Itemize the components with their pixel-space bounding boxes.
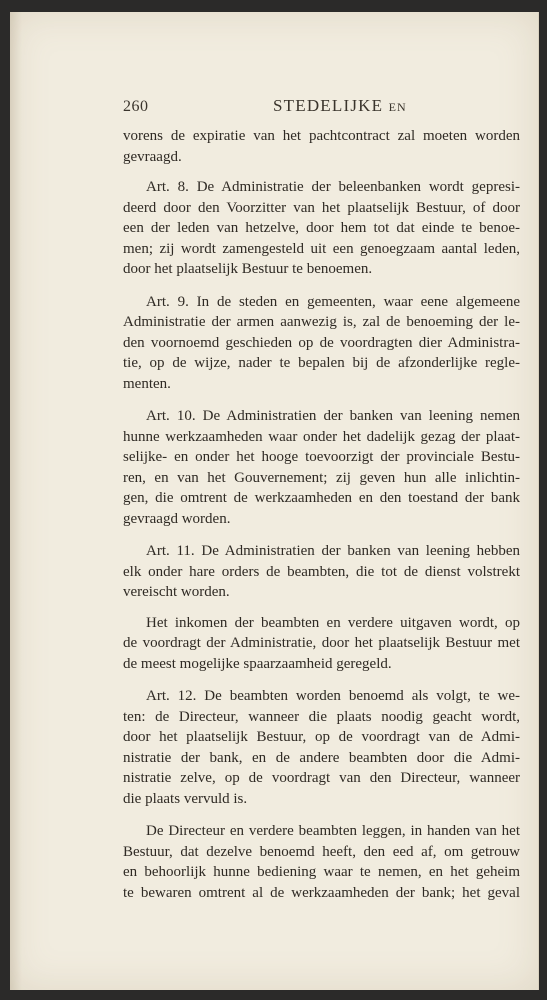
- text-line: den voornoemd geschieden op de voordragten dier Administra-: [123, 334, 520, 351]
- paragraph-continuation: [123, 126, 520, 167]
- text-line: nistratie zelve, op de voordragt van den Directeur, wanneer: [123, 770, 520, 786]
- article-11: [123, 541, 520, 603]
- text-line: Art. 11. De Administratien der banken van leening hebben: [146, 543, 520, 559]
- article-11-continued: [123, 613, 520, 675]
- text-line: te bewaren omtrent al de werkzaamheden der bank; het geval: [123, 884, 520, 901]
- text-line: De Directeur en verdere beambten leggen, in handen van het: [146, 823, 520, 839]
- text-line: tie, op de wijze, nader te bepalen bij de afzonderlijke regle-: [123, 355, 520, 371]
- text-line: door het plaatselijk Bestuur, op de voordragt van de Admi-: [123, 729, 520, 745]
- text-line: Bestuur, dat dezelve benoemd heeft, den eed af, om getrouw: [123, 843, 520, 860]
- text-line: men; zij wordt zamengesteld uit een genoegzaam aantal leden,: [123, 240, 520, 257]
- text-line: deerd door den Voorzitter van het plaatselijk Bestuur, of door: [123, 199, 520, 216]
- text-line: en behoorlijk hunne bediening waar te nemen, en het geheim: [123, 864, 520, 880]
- text-line: menten.: [123, 375, 171, 392]
- text-line: Het inkomen der beambten en verdere uitgaven wordt, op: [146, 614, 520, 631]
- text-line: gen, die omtrent de werkzaamheden en den toestand der bank: [123, 490, 520, 506]
- text-line: Art. 9. In de steden en gemeenten, waar eene algemeene: [146, 293, 520, 310]
- text-line: Art. 8. De Administratie der beleenbanken wordt gepresi-: [146, 179, 520, 195]
- page-gutter-shadow: [10, 12, 22, 990]
- page-number: 260: [123, 98, 149, 115]
- article-10: [123, 406, 520, 529]
- text-line: Art. 10. De Administratien der banken van leening nemen: [146, 408, 520, 424]
- text-line: vorens de expiratie van het pachtcontract zal moeten worden: [123, 128, 520, 144]
- text-line: elk onder hare orders de beambten, die tot de dienst volstrekt: [123, 563, 520, 580]
- text-line: de voordragt der Administratie, door het plaatselijk Bestuur met: [123, 635, 520, 651]
- text-line: ten: de Directeur, wanneer die plaats noodig geacht wordt,: [123, 708, 520, 725]
- text-line: Administratie der armen aanwezig is, zal de benoeming der le-: [123, 314, 520, 330]
- text-line: gevraagd.: [123, 148, 182, 165]
- article-12: [123, 686, 520, 809]
- text-line: door het plaatselijk Bestuur te benoemen.: [123, 261, 373, 277]
- running-head: [273, 96, 407, 116]
- page-header: [123, 98, 520, 122]
- running-head-main: STEDELIJKE: [273, 96, 384, 115]
- book-page: [10, 12, 539, 990]
- text-line: Art. 12. De beambten worden benoemd als volgt, te we-: [146, 688, 520, 704]
- article-9: [123, 292, 520, 395]
- body-text: [123, 126, 520, 915]
- article-12-continued: [123, 821, 520, 903]
- running-head-small: EN: [388, 100, 407, 114]
- text-line: gevraagd worden.: [123, 510, 231, 527]
- text-line: selijke- en onder het hooge toevoorzigt der provinciale Bestu-: [123, 449, 520, 465]
- text-line: een der leden van hetzelve, door hem tot dat einde te benoe-: [123, 220, 520, 236]
- text-line: hunne werkzaamheden waar onder het dadelijk gezag der plaat-: [123, 428, 520, 445]
- text-line: nistratie der bank, en de andere beambten door die Admi-: [123, 749, 520, 766]
- text-line: vereischt worden.: [123, 584, 230, 600]
- text-line: de meest mogelijke spaarzaamheid geregeld.: [123, 655, 392, 672]
- text-line: ren, en van het Gouvernement; zij geven hun alle inlichtin-: [123, 469, 520, 486]
- article-8: [123, 177, 520, 280]
- text-line: die plaats vervuld is.: [123, 790, 248, 807]
